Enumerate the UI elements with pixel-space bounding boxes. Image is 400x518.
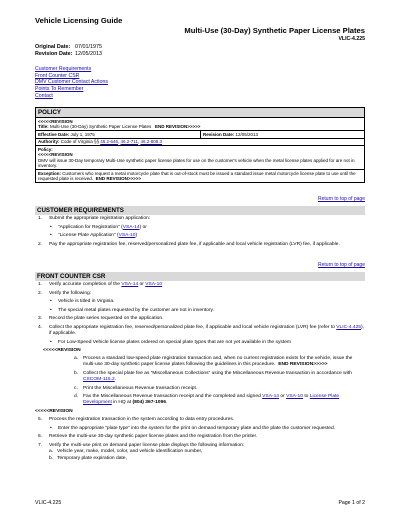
authority-prefix: Code of Virginia §§ <box>60 139 99 145</box>
toc-link-dmv-customer-contact-actions[interactable]: DMV Customer Contact Actions <box>35 79 108 86</box>
effective-date-value: July 1, 1975 <box>70 131 95 137</box>
revision-start-marker: <<<<<REVISION <box>38 118 73 124</box>
title-value: Multi-Use (30-Day) Synthetic Paper License Plates <box>49 124 152 129</box>
license-plate-development-link[interactable]: License Plate Development <box>83 394 340 406</box>
revision-start-marker: <<<<<REVISION <box>43 348 81 354</box>
policy-revision-start-marker: <<<<<REVISION <box>38 152 73 158</box>
vsa-14-link[interactable]: VSA-14 <box>262 394 280 400</box>
customer-requirements-section <box>35 216 365 250</box>
list-item: 1. Verify accurate completion of the VSA-14 or VSA-10 <box>38 282 163 287</box>
footer-page-number: Page 1 of 2 <box>338 500 365 506</box>
title-label: Title: <box>38 124 49 129</box>
list-item: a. Vehicle year, make, model, color, and vehicle identification number, <box>49 449 203 455</box>
policy-heading: POLICY <box>36 108 364 118</box>
authority-link-46-2-808-3[interactable]: 46.2-808.3 <box>140 139 162 145</box>
toc-link-points-to-remember[interactable]: Points To Remember <box>35 86 84 93</box>
list-item: • Enter the appropriate “plate type” into the system for the print on demand temporary plate and the plate the customer requested. <box>35 426 365 432</box>
table-of-contents <box>35 66 108 100</box>
exception-revision-end-marker: END REVISION>>>>> <box>95 176 141 181</box>
list-item: • For Low-Speed Vehicle license plates ordered on special plate types that are not yet available in the system <box>35 340 365 346</box>
policy-title-row <box>36 118 364 131</box>
policy-exception-row <box>36 170 364 182</box>
document-dates <box>35 44 102 57</box>
authority-link-46-2-711[interactable]: 46.2-711 <box>120 139 138 145</box>
cscom-115-2-link[interactable]: CSCOM-115.2 <box>83 377 115 383</box>
policy-dates-row <box>36 131 364 139</box>
toc-link-contact[interactable]: Contact <box>35 92 53 99</box>
list-item: a. Process a standard low-speed plate registration transaction and, when no current registration exists for the vehicle, issue the multi-use 30-day synthetic paper license plates following the guidelines in this procedure. END REVISION>>>>> <box>74 356 353 368</box>
policy-text: DMV will issue 30-Day temporary Multi-Use synthetic paper license plates for use on the customer's vehicle when the metal license plates applied for are not in inventory. <box>38 157 355 168</box>
list-item: b. Temporary plate expiration date, <box>49 455 127 461</box>
policy-text-row <box>36 146 364 170</box>
revision-date-label: Revision Date: <box>35 50 73 57</box>
list-item: • The special metal plates requested by the customer are not in inventory. <box>35 308 365 314</box>
list-item: 7. Verify the multi-use print on demand paper license plate displays the following information: <box>38 442 245 448</box>
policy-label: Policy: <box>38 146 53 152</box>
list-item: • “Application for Registration” (VSA-14) or <box>35 225 365 231</box>
toc-link-front-counter-csr[interactable]: Front Counter CSR <box>35 72 80 79</box>
list-item: 1. Submit the appropriate registration application: <box>38 216 151 221</box>
vsa-10-link[interactable]: VSA-10 <box>118 233 136 239</box>
revision-date-value: 12/05/2013 <box>75 50 102 57</box>
policy-authority-row: Authority: Code of Virginia §§ 46.2-646, 46.2-711, 46.2-808.3 <box>36 139 364 147</box>
toc-link-customer-requirements[interactable]: Customer Requirements <box>35 66 92 72</box>
list-item: b. Collect the special plate fee as “Miscellaneous Collections” using the Miscellaneous Revenue transaction in accordance with CSCOM-115.2. <box>74 371 352 383</box>
vlic-4-425-link[interactable]: VLIC-4.425 <box>336 324 362 330</box>
list-item: 6. Retrieve the multi-use 30-day synthetic paper license plates and the registration from the printer. <box>38 434 258 440</box>
exception-text: Customers who request a metal motorcycle plate that is out-of-stock must be issued a standard issue metal motorcycle license plate to use until the requested plate is received. <box>38 170 356 181</box>
document-title: Multi-Use (30-Day) Synthetic Paper License Plates <box>184 26 365 35</box>
list-item: • “License Plate Application” (VSA-10) <box>35 233 365 239</box>
vsa-14-link[interactable]: VSA-14 <box>121 282 139 287</box>
list-item: 4. Collect the appropriate registration fee, reserved/personalized plate fee, if applicable and local vehicle registration (LVR) fee (refer to VLIC-4.425), if applicable. <box>38 324 365 337</box>
revision-start-marker: <<<<<REVISION <box>35 409 73 414</box>
authority-label: Authority: <box>38 139 60 145</box>
fax-number: (804) 367-1096 <box>132 400 166 406</box>
guide-title: Vehicle Licensing Guide <box>35 16 123 25</box>
footer-document-code: VLIC-4.225 <box>35 500 62 506</box>
front-counter-section <box>35 282 365 462</box>
list-item: 2. Verify the following: <box>38 290 92 296</box>
revision-end-marker: END REVISION>>>>> <box>155 124 201 129</box>
return-to-top-link[interactable]: Return to top of page <box>318 196 365 202</box>
policy-revision-date-label: Revision Date: <box>203 131 235 137</box>
list-item: • Vehicle is titled in Virginia. <box>35 299 365 305</box>
list-item: 2. Pay the appropriate registration fee, reserved/personalized plate fee, if applicable and local vehicle registration (LVR) fee, if applicable. <box>38 241 340 247</box>
policy-revision-date-value: 12/05/2013 <box>235 131 259 137</box>
front-counter-csr-heading: FRONT COUNTER CSR <box>35 272 365 281</box>
list-item: c. Print the Miscellaneous Revenue transaction receipt. <box>74 385 198 391</box>
vsa-14-link[interactable]: VSA-14 <box>122 224 140 230</box>
revision-end-marker: END REVISION>>>>> <box>278 362 328 368</box>
effective-date-label: Effective Date: <box>38 131 70 137</box>
original-date-value: 07/01/1975 <box>75 44 102 50</box>
document-code: VLIC-4.225 <box>338 36 365 42</box>
original-date-label: Original Date: <box>35 44 71 50</box>
vsa-10-link[interactable]: VSA-10 <box>145 282 163 287</box>
list-item: d. Fax the Miscellaneous Revenue transaction receipt and the completed and signed VSA-14 or VSA-10 to License Plate Development in HQ at (804) 367-1096. <box>74 394 340 406</box>
list-item: 3. Record the plate series requested on the application. <box>38 316 164 322</box>
customer-requirements-heading: CUSTOMER REQUIREMENTS <box>35 206 365 215</box>
exception-label: Exception: <box>38 170 62 176</box>
policy-box <box>35 107 365 183</box>
return-to-top-link[interactable]: Return to top of page <box>318 262 365 268</box>
list-item: 5. Process the registration transaction in the system according to data entry procedures. <box>38 417 235 423</box>
authority-link-46-2-646[interactable]: 46.2-646 <box>100 139 118 145</box>
vsa-10-link[interactable]: VSA-10 <box>286 394 303 400</box>
